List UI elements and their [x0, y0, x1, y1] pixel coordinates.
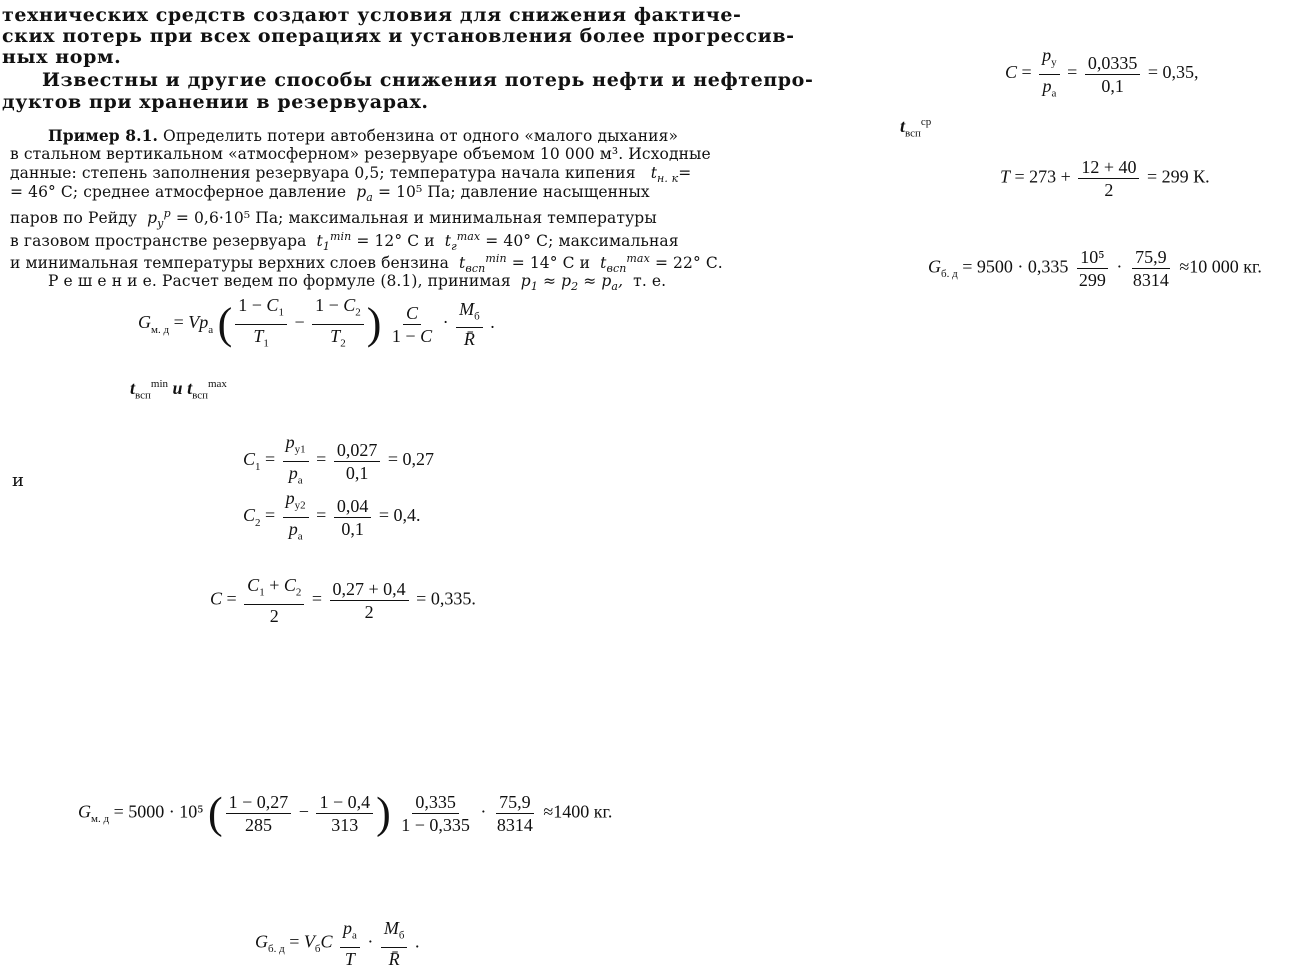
c-sum-numerator: 0,27 + 0,4 [330, 579, 409, 601]
solution-text: Расчет ведем по формуле (8.1), принимая [161, 272, 511, 290]
formula-gm-general: $G_{м. д} = Vp_а$ ( $\frac{1 - C_1}{T_1}$ − $\frac{1 - C_2}{T_2}$ ) $\frac{C}{1 - C}$ · $\frac{M_б}{R̄}$ . [138, 295, 495, 350]
c2-denominator: 0,1 [341, 518, 364, 539]
c2-value: = 0,4. [378, 505, 421, 526]
formula-gm-numeric: $G_{м. д} = 5000 \cdot 10^5$ ( $\frac{1 - 0,27}{285}$ − $\frac{1 - 0,4}{313}$ ) $\frac{0,335}{1 - 0,335}$ · $\frac{75,9}{8314}$ ≈1400 кг. [78, 788, 613, 838]
c1-numerator: 0,027 [334, 440, 381, 462]
example-text-7b: = 14° С и [511, 254, 591, 273]
t-value: = 299 К. [1146, 166, 1210, 187]
formula-gb-numeric: $G_{б. д} = 9500 \cdot 0,335$ $\frac{\text{10⁵}}{299}$ · $\frac{75,9}{8314}$ ≈10 000 кг. [928, 247, 1262, 290]
gb-prefix: = 9500 · 0,335 [962, 256, 1069, 277]
conj-i: и [172, 378, 183, 398]
example-text-5b: = 0,6·10⁵ Па; максимальная и минимальная температуры [175, 209, 657, 228]
cr-numerator: 0,0335 [1085, 53, 1141, 75]
gm-f4-num: 75,9 [496, 792, 534, 814]
t-denominator: 2 [1104, 180, 1114, 200]
cr-value: = 0,35, [1147, 62, 1199, 83]
paragraph-line-3: ных норм. [2, 46, 122, 68]
gm-f2-num: 1 − 0,4 [316, 792, 373, 814]
gb-result: ≈10 000 кг. [1179, 256, 1262, 277]
c-mean-value: = 0,335. [416, 588, 476, 609]
paragraph-line-2: ских потерь при всех операциях и установления более прогрессив- [2, 25, 795, 47]
gm-result: ≈1400 кг. [543, 801, 613, 822]
c1-denominator: 0,1 [345, 462, 369, 483]
example-text-6b: = 12° С и [356, 232, 435, 251]
formula-c-mean: C = $\frac{C_1 + C_2}{2}$ = $\frac{0,27 + 0,4}{2}$ = 0,335. [210, 575, 476, 626]
example-text-1: Определить потери автобензина от одного «малого дыхания» [163, 127, 679, 145]
paragraph-line-1: технических средств создают условия для снижения фактиче- [2, 4, 742, 26]
paragraph-line-4: Известны и другие способы снижения потерь нефти и нефтепро- [42, 69, 814, 91]
c-sum-denominator: 2 [364, 601, 374, 622]
gm-f3-num: 0,335 [412, 792, 459, 814]
example-text-6a: в газовом пространстве резервуара [10, 232, 307, 251]
c2-numerator: 0,04 [334, 496, 372, 518]
t-min-max-label: $t_{всп}^{min}$ и $t_{всп}^{max}$ [130, 378, 227, 402]
example-line-3: данные: степень заполнения резервуара 0,5; температура начала кипения $t_{н. к}=$ [10, 164, 692, 186]
gm-f3-den: 1 − 0,335 [401, 815, 470, 835]
formula-gb-general: $G_{б. д} = V_бC$ $\frac{p_а}{T}$ · $\frac{M_б}{R̄}$ . [255, 918, 420, 969]
gb-f1-num: 10⁵ [1077, 247, 1107, 269]
formula-t: T = 273 + $\frac{12 + 40}{2}$ = 299 К. [1000, 157, 1210, 200]
solution-line: Р е ш е н и е. Расчет ведем по формуле (8.1), принимая $p_1 \approx p_2 \approx p_а$, т. е. [48, 272, 667, 294]
t-avg-label: $t_{всп}^{ср}$ [900, 116, 932, 140]
example-line-5: паров по Рейду $p_у^р = 0,6\cdot 10^5$ Па; максимальная и минимальная температуры [10, 207, 657, 231]
solution-tail: т. е. [633, 272, 667, 290]
gb-f1-den: 299 [1078, 270, 1106, 290]
example-text-7a: и минимальная температуры верхних слоев бензина [10, 254, 449, 273]
gm-f1-num: 1 − 0,27 [226, 792, 292, 814]
gm-f2-den: 313 [331, 815, 359, 835]
cr-denominator: 0,1 [1101, 75, 1124, 96]
example-line-7: и минимальная температуры верхних слоев бензина $t_{всп}^{min} = 14^\circ$ С и $t_{всп}^{max} = 22^\circ$ С. [10, 252, 723, 276]
gm-prefix: = 5000 · 10⁵ [113, 801, 204, 822]
t-prefix: = 273 + [1014, 166, 1071, 187]
example-text-3: данные: степень заполнения резервуара 0,5; температура начала кипения [10, 164, 636, 182]
formula-c1: $C_1$ = $\frac{p_{у1}}{p_а}$ = $\frac{0,027}{0,1}$ = 0,27 [243, 432, 434, 487]
gm-f4-den: 8314 [496, 815, 533, 835]
c1-value: = 0,27 [387, 449, 434, 470]
example-line-6: в газовом пространстве резервуара $t_1^{min} = 12^\circ$ С и $t_г^{max} = 40^\circ$ С; максимальная [10, 230, 679, 254]
example-text-5a: паров по Рейду [10, 209, 138, 228]
gb-f2-num: 75,9 [1132, 247, 1170, 269]
solution-label: Р е ш е н и е. [48, 272, 157, 290]
conj-i-left: и [12, 470, 24, 491]
t-numerator: 12 + 40 [1078, 157, 1139, 179]
formula-c2: $C_2$ = $\frac{p_{у2}}{p_а}$ = $\frac{0,04}{0,1}$ = 0,4. [243, 488, 421, 543]
paragraph-line-5: дуктов при хранении в резервуарах. [2, 91, 429, 113]
gb-f2-den: 8314 [1132, 270, 1169, 290]
example-text-4a: = 46° С; среднее атмосферное давление [10, 183, 347, 201]
example-title: Пример 8.1. [48, 126, 158, 145]
example-text-7c: = 22° С. [654, 254, 723, 273]
example-line-4: = 46° С; среднее атмосферное давление $p_а = 10^5$ Па; давление насыщенных [10, 183, 650, 205]
example-text-6c: = 40° С; максимальная [485, 232, 679, 251]
gm-f1-den: 285 [244, 815, 272, 835]
example-line-2: в стальном вертикальном «атмосферном» резервуаре объемом 10 000 м³. Исходные [10, 145, 711, 163]
example-text-4b: = 10⁵ Па; давление насыщенных [377, 183, 650, 201]
formula-c-ratio: C = $\frac{p_у}{p_а}$ = $\frac{0,0335}{0,1}$ = 0,35, [1005, 45, 1199, 100]
